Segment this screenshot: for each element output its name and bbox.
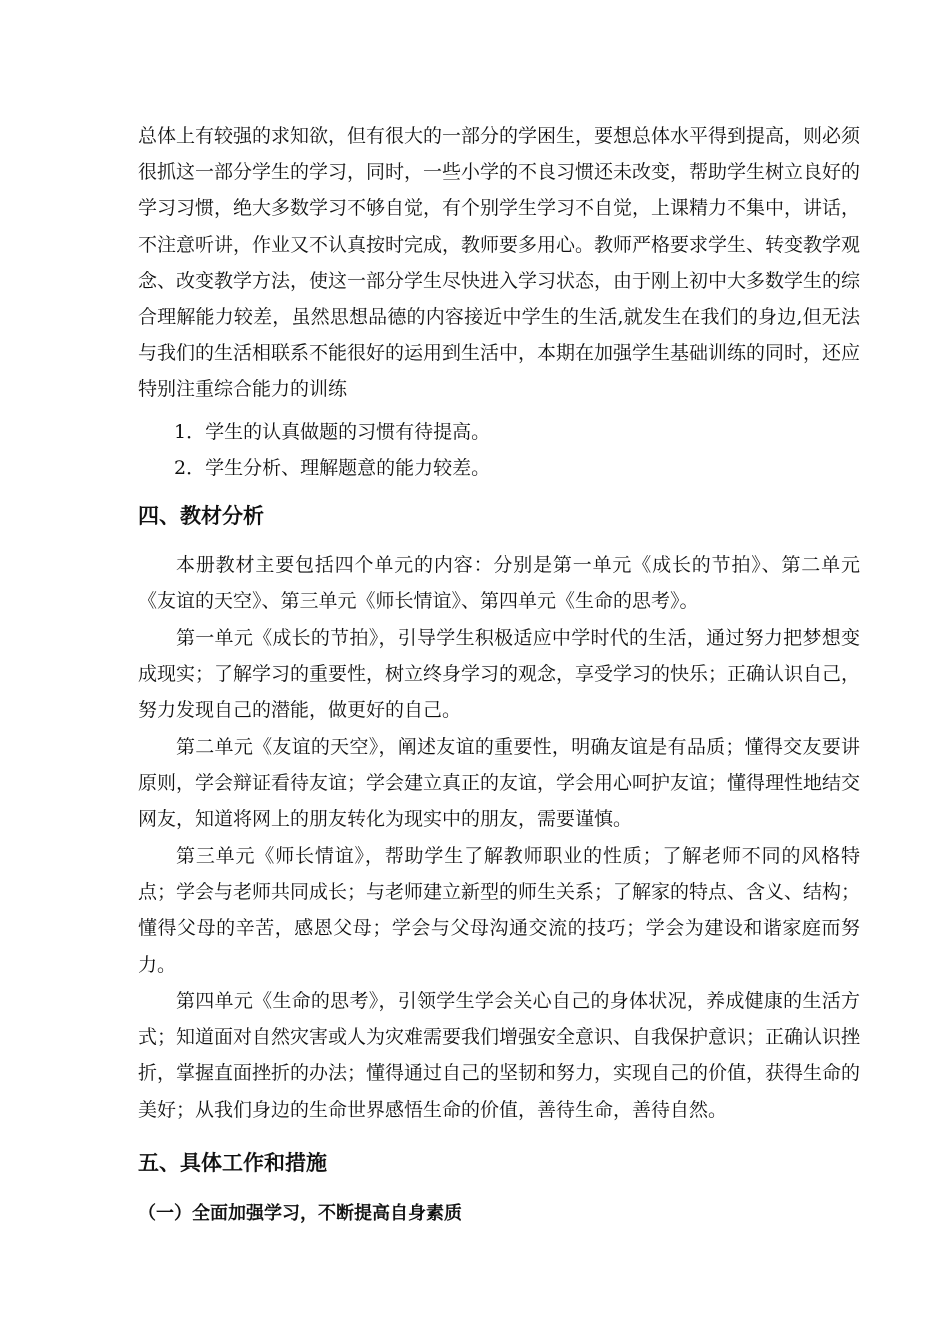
intro-paragraph: 总体上有较强的求知欲，但有很大的一部分的学困生，要想总体水平得到提高，则必须很抓这一部分学生的学习，同时，一些小学的不良习惯还未改变，帮助学生树立良好的学习习惯，绝大多数学习不够自觉，有个别学生学习不自觉，上课精力不集中，讲话，不注意听讲，作业又不认真按时完成，教师要多用心。教师严格要求学生、转变教学观念、改变教学方法，使这一部分学生尽快进入学习状态，由于刚上初中大多数学生的综合理解能力较差，虽然思想品德的内容接近中学生的生活,就发生在我们的身边,但无法与我们的生活相联系不能很好的运用到生活中，本期在加强学生基础训练的同时，还应特别注重综合能力的训练 xyxy=(138,125,861,401)
subsection-heading: （一）全面加强学习，不断提高自身素质 xyxy=(138,1203,462,1224)
unit2-paragraph: 第二单元《友谊的天空》，阐述友谊的重要性，明确友谊是有品质；懂得交友要讲原则，学会辩证看待友谊；学会建立真正的友谊，学会用心呵护友谊；懂得理性地结交网友，知道将网上的朋友转化为现实中的朋友，需要谨慎。 xyxy=(138,736,861,831)
list-item: 2．学生分析、理解题意的能力较差。 xyxy=(174,457,491,479)
unit1-paragraph: 第一单元《成长的节拍》，引导学生积极适应中学时代的生活，通过努力把梦想变成现实；了解学习的重要性，树立终身学习的观念，享受学习的快乐；正确认识自己，努力发现自己的潜能，做更好的自己。 xyxy=(138,627,861,722)
unit3-paragraph: 第三单元《师长情谊》，帮助学生了解教师职业的性质；了解老师不同的风格特点；学会与老师共同成长；与老师建立新型的师生关系；了解家的特点、含义、结构；懂得父母的辛苦，感恩父母；学会与父母沟通交流的技巧；学会为建设和谐家庭而努力。 xyxy=(138,845,861,976)
materials-overview-paragraph: 本册教材主要包括四个单元的内容：分别是第一单元《成长的节拍》、第二单元《友谊的天空》、第三单元《师长情谊》、第四单元《生命的思考》。 xyxy=(138,554,860,613)
unit4-paragraph: 第四单元《生命的思考》，引领学生学会关心自己的身体状况，养成健康的生活方式；知道面对自然灾害或人为灾难需要我们增强安全意识、自我保护意识；正确认识挫折，掌握直面挫折的办法；懂得通过自己的坚韧和努力，实现自己的价值，获得生命的美好；从我们身边的生命世界感悟生命的价值，善待生命，善待自然。 xyxy=(138,990,861,1121)
section-heading-materials: 四、教材分析 xyxy=(138,504,264,528)
section-heading-measures: 五、具体工作和措施 xyxy=(138,1151,327,1175)
list-item: 1．学生的认真做题的习惯有待提高。 xyxy=(174,421,491,443)
